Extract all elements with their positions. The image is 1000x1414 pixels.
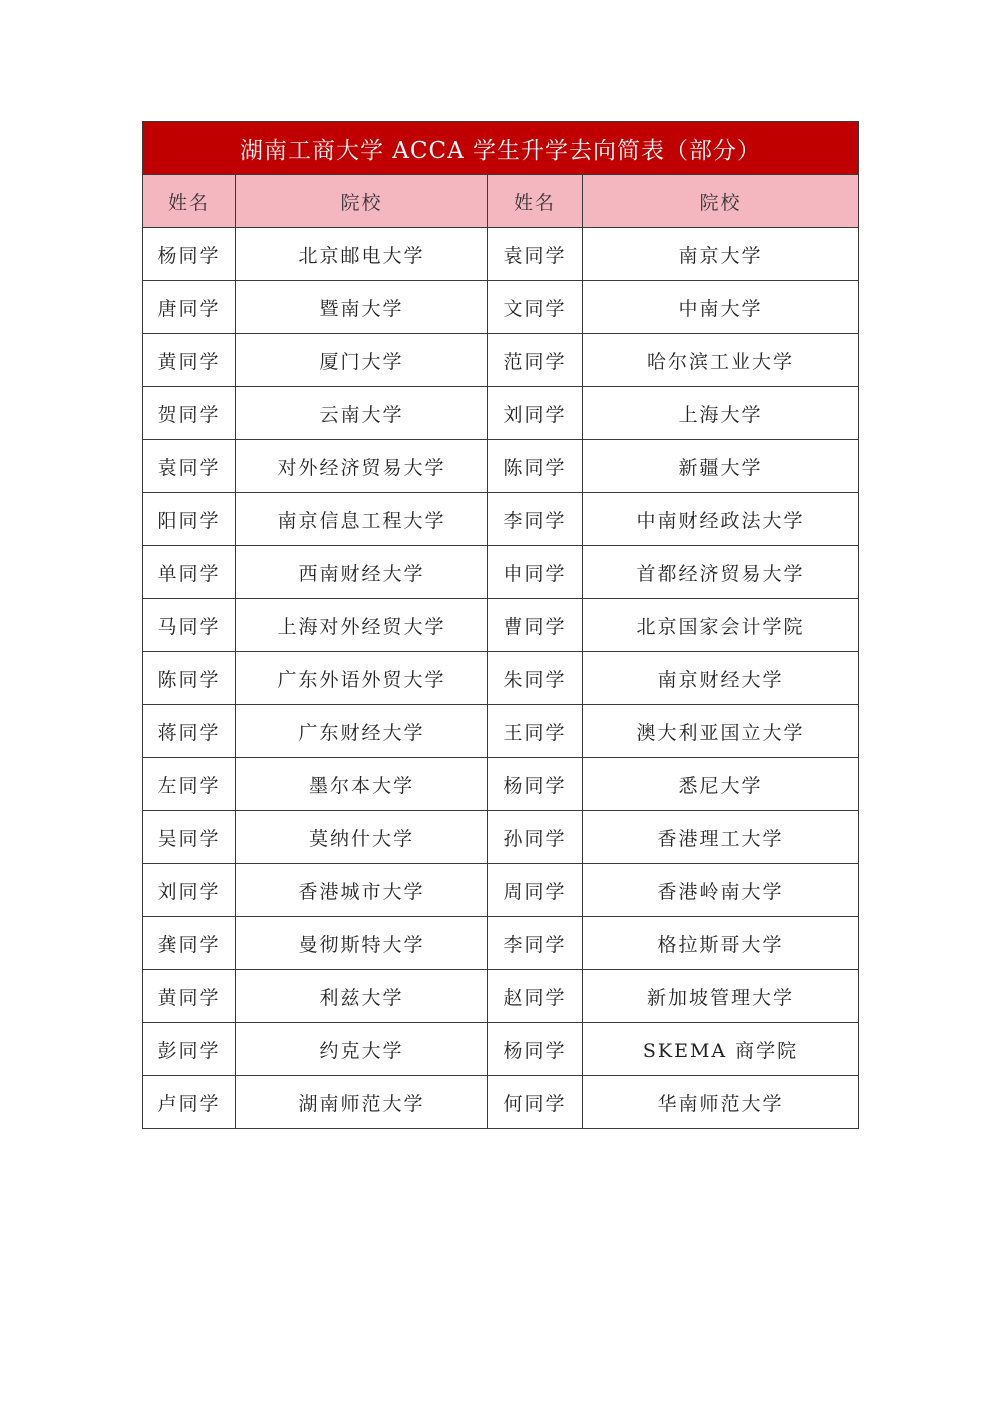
student-name-cell: 孙同学 (488, 811, 583, 864)
table-row (143, 440, 859, 493)
student-name-cell: 龚同学 (143, 917, 236, 970)
student-name-cell: 李同学 (488, 917, 583, 970)
school-cell: 湖南师范大学 (236, 1076, 488, 1129)
school-cell: 广东外语外贸大学 (236, 652, 488, 705)
student-name-cell: 贺同学 (143, 387, 236, 440)
table-title: 湖南工商大学 ACCA 学生升学去向简表（部分） (143, 122, 859, 175)
table-body (143, 228, 859, 1129)
school-cell: 上海大学 (583, 387, 859, 440)
school-cell: 莫纳什大学 (236, 811, 488, 864)
student-name-cell: 杨同学 (143, 228, 236, 281)
school-cell: 香港理工大学 (583, 811, 859, 864)
student-name-cell: 何同学 (488, 1076, 583, 1129)
school-cell: 澳大利亚国立大学 (583, 705, 859, 758)
school-cell: 北京邮电大学 (236, 228, 488, 281)
school-cell: 对外经济贸易大学 (236, 440, 488, 493)
student-name-cell: 周同学 (488, 864, 583, 917)
school-cell: 西南财经大学 (236, 546, 488, 599)
school-cell: 香港岭南大学 (583, 864, 859, 917)
header-school-1: 院校 (236, 175, 488, 228)
table-row (143, 1076, 859, 1129)
school-cell: 首都经济贸易大学 (583, 546, 859, 599)
table-row (143, 599, 859, 652)
student-name-cell: 申同学 (488, 546, 583, 599)
student-name-cell: 阳同学 (143, 493, 236, 546)
student-name-cell: 陈同学 (488, 440, 583, 493)
student-name-cell: 吴同学 (143, 811, 236, 864)
school-cell: 约克大学 (236, 1023, 488, 1076)
school-cell: 南京信息工程大学 (236, 493, 488, 546)
school-cell: 哈尔滨工业大学 (583, 334, 859, 387)
school-cell: 云南大学 (236, 387, 488, 440)
student-name-cell: 范同学 (488, 334, 583, 387)
school-cell: 华南师范大学 (583, 1076, 859, 1129)
school-cell: 新加坡管理大学 (583, 970, 859, 1023)
table-row (143, 334, 859, 387)
student-name-cell: 彭同学 (143, 1023, 236, 1076)
student-name-cell: 马同学 (143, 599, 236, 652)
table-row (143, 493, 859, 546)
student-name-cell: 左同学 (143, 758, 236, 811)
student-name-cell: 蒋同学 (143, 705, 236, 758)
school-cell: 南京大学 (583, 228, 859, 281)
table-row (143, 1023, 859, 1076)
table-row (143, 970, 859, 1023)
student-name-cell: 赵同学 (488, 970, 583, 1023)
student-name-cell: 李同学 (488, 493, 583, 546)
student-name-cell: 刘同学 (143, 864, 236, 917)
school-cell: 新疆大学 (583, 440, 859, 493)
school-cell: SKEMA 商学院 (583, 1023, 859, 1076)
table-row (143, 387, 859, 440)
school-cell: 中南大学 (583, 281, 859, 334)
school-cell: 北京国家会计学院 (583, 599, 859, 652)
school-cell: 曼彻斯特大学 (236, 917, 488, 970)
table-row (143, 864, 859, 917)
student-name-cell: 文同学 (488, 281, 583, 334)
student-name-cell: 杨同学 (488, 758, 583, 811)
school-cell: 广东财经大学 (236, 705, 488, 758)
table-row (143, 228, 859, 281)
header-row (143, 175, 859, 228)
student-name-cell: 朱同学 (488, 652, 583, 705)
school-cell: 悉尼大学 (583, 758, 859, 811)
student-name-cell: 王同学 (488, 705, 583, 758)
school-cell: 中南财经政法大学 (583, 493, 859, 546)
table-row (143, 652, 859, 705)
header-name-1: 姓名 (143, 175, 236, 228)
student-name-cell: 袁同学 (143, 440, 236, 493)
admission-table (142, 121, 859, 1129)
school-cell: 墨尔本大学 (236, 758, 488, 811)
table-container (142, 121, 858, 1129)
school-cell: 南京财经大学 (583, 652, 859, 705)
table-row (143, 281, 859, 334)
student-name-cell: 唐同学 (143, 281, 236, 334)
student-name-cell: 黄同学 (143, 970, 236, 1023)
student-name-cell: 曹同学 (488, 599, 583, 652)
table-row (143, 758, 859, 811)
student-name-cell: 陈同学 (143, 652, 236, 705)
school-cell: 厦门大学 (236, 334, 488, 387)
header-school-2: 院校 (583, 175, 859, 228)
table-row (143, 811, 859, 864)
student-name-cell: 黄同学 (143, 334, 236, 387)
student-name-cell: 卢同学 (143, 1076, 236, 1129)
table-row (143, 705, 859, 758)
student-name-cell: 单同学 (143, 546, 236, 599)
student-name-cell: 杨同学 (488, 1023, 583, 1076)
school-cell: 格拉斯哥大学 (583, 917, 859, 970)
school-cell: 香港城市大学 (236, 864, 488, 917)
school-cell: 上海对外经贸大学 (236, 599, 488, 652)
table-row (143, 917, 859, 970)
school-cell: 暨南大学 (236, 281, 488, 334)
school-cell: 利兹大学 (236, 970, 488, 1023)
student-name-cell: 袁同学 (488, 228, 583, 281)
student-name-cell: 刘同学 (488, 387, 583, 440)
table-row (143, 546, 859, 599)
header-name-2: 姓名 (488, 175, 583, 228)
